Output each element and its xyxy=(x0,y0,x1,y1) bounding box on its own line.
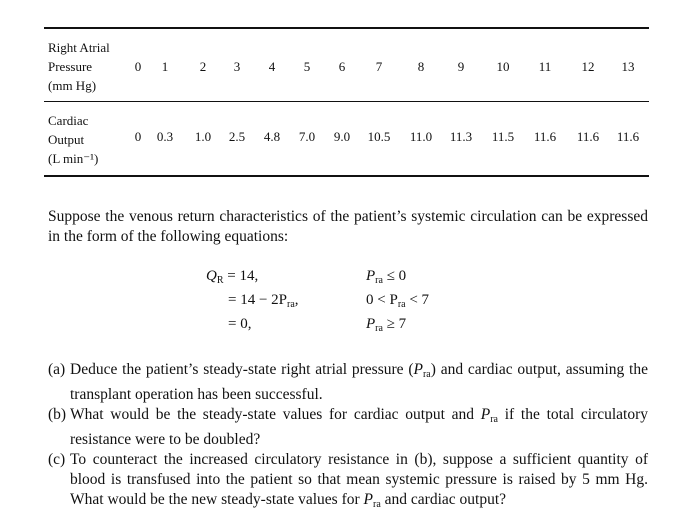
equation-condition-3 xyxy=(366,314,406,339)
question-text: To counteract the increased circulatory resistance in (b), suppose a sufficient quantity of blood is transfused into the patient so that mean systemic pressure is raised by 5 mm Hg. What would be the new steady-state values for xyxy=(70,451,648,508)
equation-line-2 xyxy=(228,290,299,315)
table-cell: 11.6 xyxy=(533,129,557,144)
eq-subscript: ra xyxy=(397,299,406,310)
question-text: if the total circulatory resistance were to be doubled? xyxy=(70,406,648,448)
row-label-line: (L min⁻¹) xyxy=(48,151,99,166)
question-c xyxy=(48,450,648,515)
table-cell: 0 xyxy=(134,129,142,144)
eq-relation: ≤ 0 xyxy=(382,268,407,284)
table-cell: 13 xyxy=(621,59,635,74)
eq-subscript: ra xyxy=(375,275,383,286)
table-cell: 8 xyxy=(417,59,425,74)
equation-line-1 xyxy=(206,266,258,291)
eq-relation: ≥ 7 xyxy=(382,316,407,332)
row-label-pressure xyxy=(48,38,110,95)
table-cell: 11.5 xyxy=(491,129,515,144)
table-cell: 2 xyxy=(199,59,207,74)
table-cell: 5 xyxy=(303,59,311,74)
row-label-line: Right Atrial xyxy=(48,40,110,55)
table-cell: 0.3 xyxy=(156,129,174,144)
question-label: (a) xyxy=(48,361,66,378)
question-text: and cardiac output? xyxy=(380,491,507,508)
eq-symbol: P xyxy=(480,406,491,423)
intro-paragraph: Suppose the venous return characteristics of the patient’s systemic circulation can be expressed in the form of the following equations: xyxy=(48,208,648,245)
question-a xyxy=(48,360,648,405)
question-text: ) and cardiac output, assuming the transplant operation has been successful. xyxy=(70,361,648,403)
row-label-line: (mm Hg) xyxy=(48,78,97,93)
eq-symbol: P xyxy=(366,316,376,332)
eq-symbol: P xyxy=(413,361,423,378)
eq-subscript: R xyxy=(216,275,224,286)
table-cell: 12 xyxy=(581,59,595,74)
table-cell: 7.0 xyxy=(298,129,316,144)
table-cell: 4 xyxy=(268,59,276,74)
equation-condition-2 xyxy=(366,290,429,315)
eq-expression: = 14 − 2P xyxy=(228,292,288,308)
table-cell: 4.8 xyxy=(263,129,281,144)
table-cell: 7 xyxy=(375,59,383,74)
eq-relation: 0 < P xyxy=(366,292,398,308)
table-cell: 2.5 xyxy=(228,129,246,144)
table-cell: 0 xyxy=(134,59,142,74)
eq-symbol: P xyxy=(366,268,376,284)
eq-relation: < 7 xyxy=(405,292,430,308)
table-cell: 6 xyxy=(338,59,346,74)
eq-expression: = 0, xyxy=(228,316,252,332)
table-cell: 1.0 xyxy=(194,129,212,144)
table-cell: 10 xyxy=(496,59,510,74)
table-cell: 11.0 xyxy=(409,129,433,144)
eq-subscript: ra xyxy=(490,414,498,425)
eq-expression: = 14, xyxy=(223,268,259,284)
eq-subscript: ra xyxy=(375,323,383,334)
equation-line-3 xyxy=(228,314,251,334)
question-label: (c) xyxy=(48,451,66,468)
row-label-line: Output xyxy=(48,132,85,147)
table-cell: 9 xyxy=(457,59,465,74)
table-cell: 3 xyxy=(233,59,241,74)
eq-subscript: ra xyxy=(422,369,431,380)
table-cell: 11.6 xyxy=(576,129,600,144)
eq-subscript: ra xyxy=(287,299,295,310)
question-list xyxy=(48,360,648,515)
table-bottom-rule xyxy=(44,175,649,177)
table-cell: 11.6 xyxy=(616,129,640,144)
eq-subscript: ra xyxy=(373,499,381,510)
eq-symbol: P xyxy=(363,491,374,508)
row-label-line: Cardiac xyxy=(48,113,89,128)
table-cell: 10.5 xyxy=(367,129,391,144)
eq-symbol: Q xyxy=(206,268,217,284)
question-text: Deduce the patient’s steady-state right atrial pressure ( xyxy=(70,361,414,378)
equation-condition-1 xyxy=(366,266,406,291)
question-text: What would be the steady-state values for cardiac output and xyxy=(70,406,481,423)
question-label: (b) xyxy=(48,406,67,423)
question-b xyxy=(48,405,648,450)
table-cell: 1 xyxy=(161,59,169,74)
row-label-output xyxy=(48,111,98,168)
table-cell: 9.0 xyxy=(333,129,351,144)
table-cell: 11.3 xyxy=(449,129,473,144)
table-middle-rule xyxy=(44,101,649,102)
eq-punct: , xyxy=(294,292,299,308)
row-label-line: Pressure xyxy=(48,59,93,74)
table-cell: 11 xyxy=(538,59,552,74)
table-top-rule xyxy=(44,27,649,29)
